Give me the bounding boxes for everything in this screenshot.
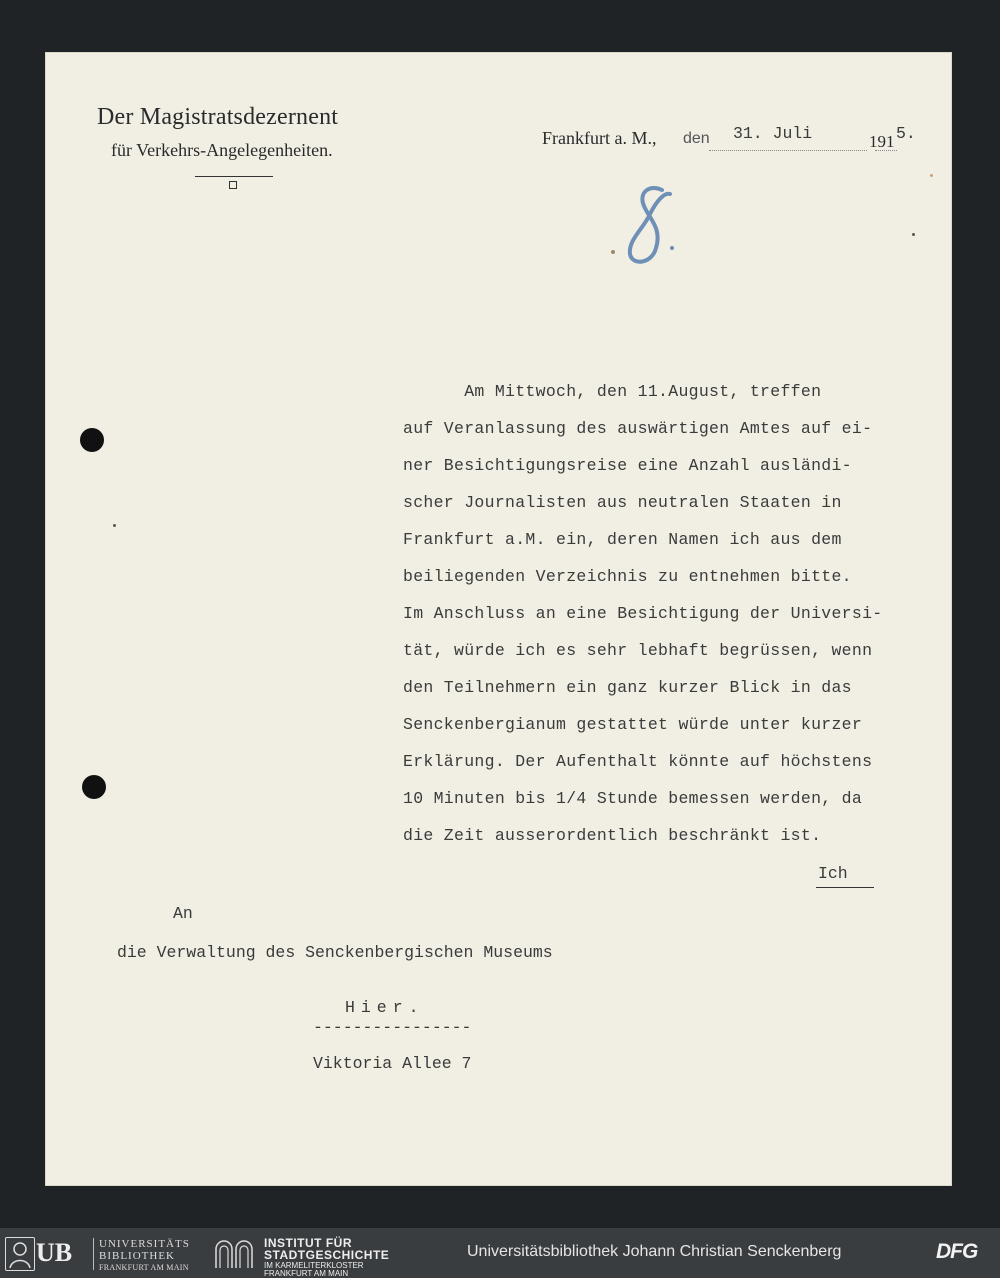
isg-line2: STADTGESCHICHTE (264, 1248, 390, 1262)
body-line: Frankfurt a.M. ein, deren Namen ich aus dem (403, 530, 842, 549)
isg-line3: IM KARMELITERKLOSTER (264, 1261, 364, 1270)
addressee-address: Viktoria Allee 7 (313, 1054, 472, 1073)
isg-line1: INSTITUT FÜR (264, 1236, 352, 1250)
isg-arches-icon[interactable] (214, 1237, 254, 1269)
paper-speck (113, 524, 116, 527)
ub-logo-line1: UNIVERSITÄTS (99, 1238, 190, 1250)
body-line: Erklärung. Der Aufenthalt könnte auf höchstens (403, 752, 873, 771)
viewer-footer (0, 1228, 1000, 1278)
addressee-dashes: ---------------- (313, 1018, 472, 1037)
letterhead-subtitle: für Verkehrs-Angelegenheiten. (111, 140, 333, 160)
letter-place: Frankfurt a. M., (542, 128, 657, 148)
letterhead-title: Der Magistratsdezernent (97, 104, 339, 130)
punch-hole (82, 775, 106, 799)
ub-logo-letters[interactable]: UB (36, 1238, 73, 1267)
letterhead-rule (195, 176, 273, 177)
body-line: Am Mittwoch, den 11.August, treffen (403, 382, 822, 401)
date-dotted-line (709, 150, 867, 151)
body-line: die Zeit ausserordentlich beschränkt ist. (403, 826, 822, 845)
letter-page (45, 52, 952, 1186)
library-name-link[interactable]: Universitätsbibliothek Johann Christian Senckenberg (467, 1243, 842, 1260)
letterhead-ornament (229, 181, 237, 189)
signature-word: Ich (818, 864, 848, 883)
body-line: beiliegenden Verzeichnis zu entnehmen bitte. (403, 567, 852, 586)
ub-portrait-icon[interactable] (5, 1237, 35, 1271)
body-line: den Teilnehmern ein ganz kurzer Blick in das (403, 678, 852, 697)
addressee-an: An (173, 904, 193, 923)
letter-year-prefix: 191 (869, 132, 895, 151)
body-line: tät, würde ich es sehr lebhaft begrüssen, wenn (403, 641, 873, 660)
paper-speck (912, 233, 915, 236)
punch-hole (80, 428, 104, 452)
dfg-logo[interactable]: DFG (936, 1240, 978, 1263)
handwritten-page-number (610, 182, 680, 277)
letter-date-prefix: den (683, 130, 710, 147)
letter-date: 31. Juli (733, 124, 813, 143)
letter-year-digit: 5. (896, 124, 916, 143)
body-line: ner Besichtigungsreise eine Anzahl ausländi- (403, 456, 852, 475)
body-line: Im Anschluss an eine Besichtigung der Universi- (403, 604, 883, 623)
body-line: scher Journalisten aus neutralen Staaten in (403, 493, 842, 512)
signature-underline (816, 887, 874, 888)
paper-speck (930, 174, 933, 177)
isg-line4: FRANKFURT AM MAIN (264, 1269, 349, 1278)
body-line: auf Veranlassung des auswärtigen Amtes auf ei- (403, 419, 873, 438)
ub-logo-divider (93, 1238, 94, 1270)
body-line: Senckenbergianum gestattet würde unter kurzer (403, 715, 863, 734)
ub-logo-line3: FRANKFURT AM MAIN (99, 1263, 189, 1272)
addressee-recipient: die Verwaltung des Senckenbergischen Museums (117, 943, 553, 962)
addressee-hier: Hier. (345, 998, 425, 1017)
body-line: 10 Minuten bis 1/4 Stunde bemessen werden, da (403, 789, 863, 808)
ub-logo-line2: BIBLIOTHEK (99, 1250, 175, 1262)
